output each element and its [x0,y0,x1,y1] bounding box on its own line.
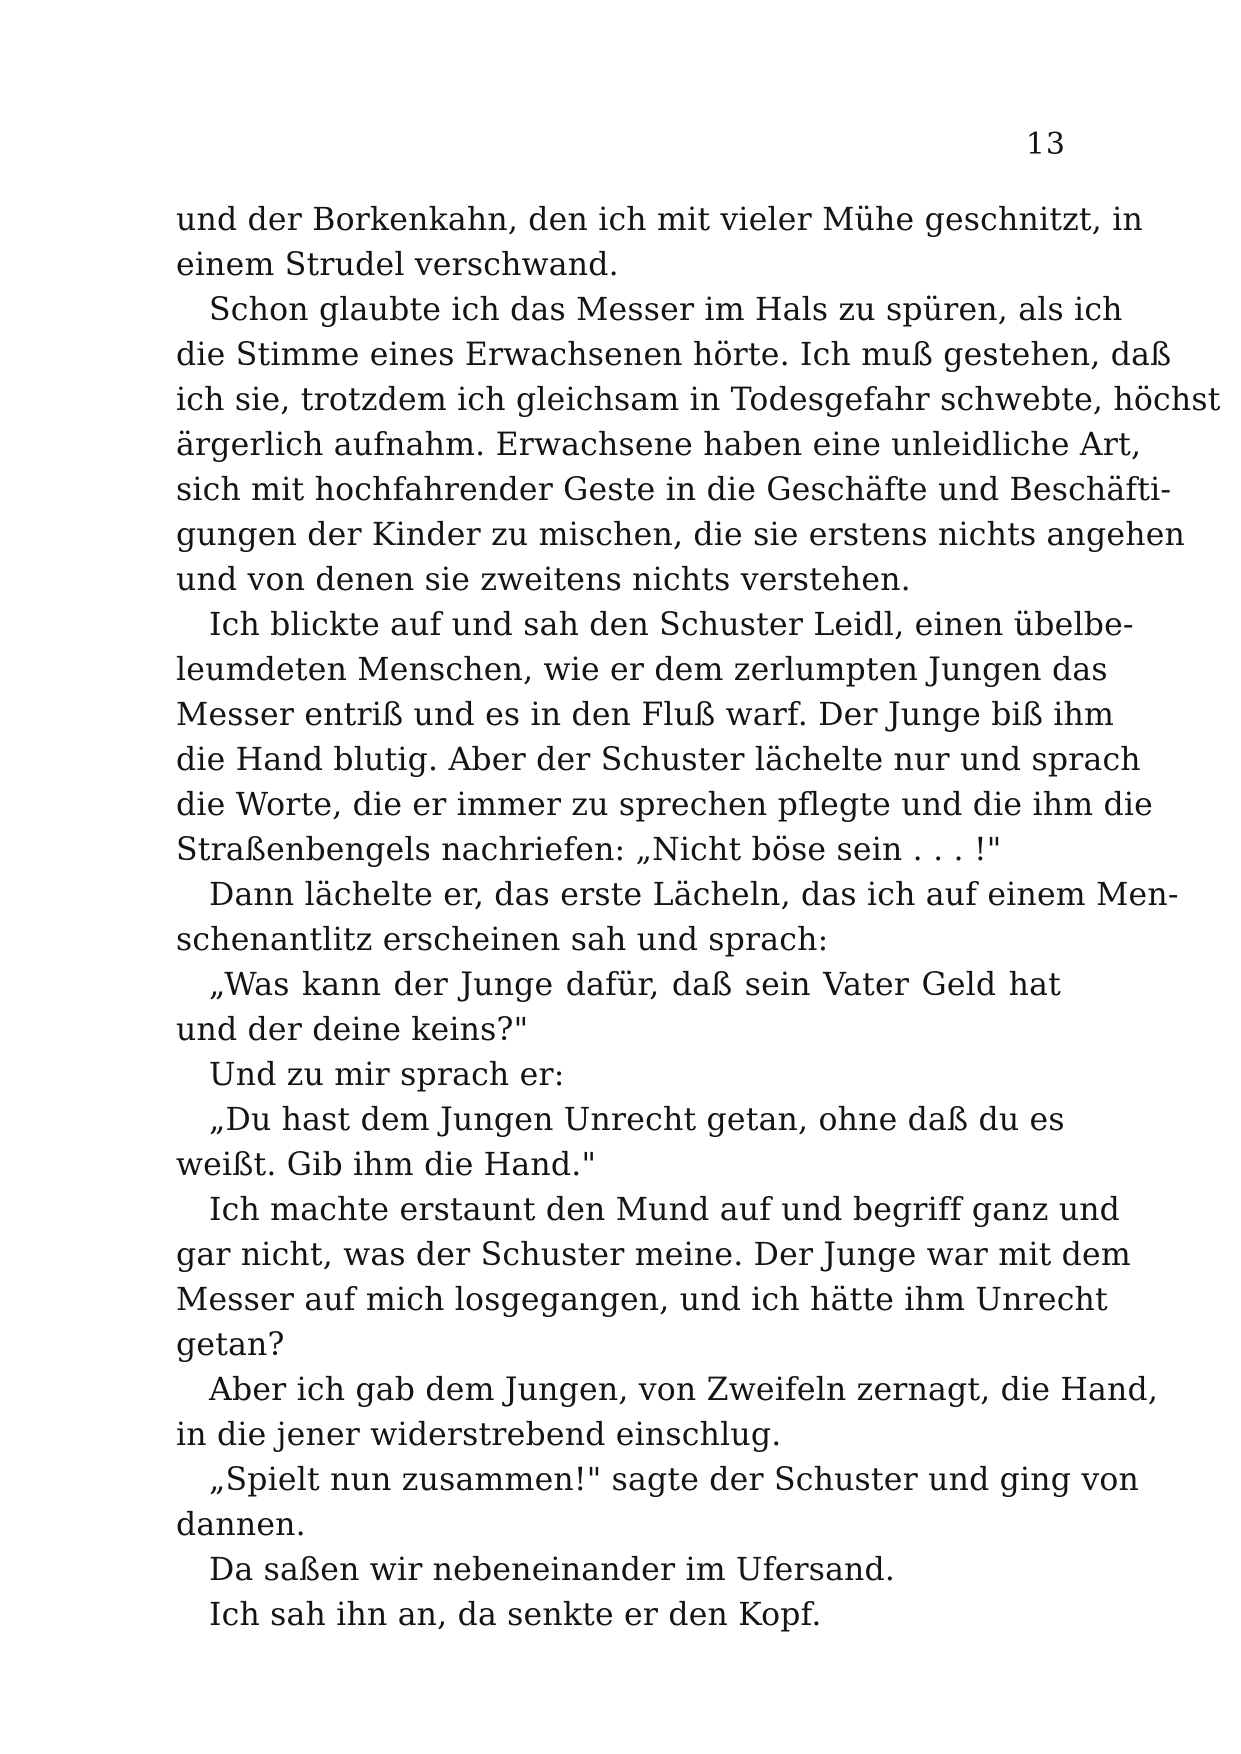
text-line: und der deine keins?" [176,1012,529,1048]
text-line: Ich machte erstaunt den Mund auf und begriff ganz und [209,1192,1121,1228]
text-line: schenantlitz erscheinen sah und sprach: [176,922,829,958]
text-line: Aber ich gab dem Jungen, von Zweifeln zernagt, die Hand, [209,1372,1159,1408]
text-line: die Stimme eines Erwachsenen hörte. Ich muß gestehen, daß [176,337,1172,373]
text-line: Und zu mir sprach er: [209,1057,565,1093]
text-line: und der Borkenkahn, den ich mit vieler Mühe geschnitzt, in [176,202,1143,238]
text-line: leumdeten Menschen, wie er dem zerlumpten Jungen das [176,652,1108,688]
text-line: „Spielt nun zusammen!" sagte der Schuster und ging von [209,1462,1139,1498]
text-line: ich sie, trotzdem ich gleichsam in Todesgefahr schwebte, höchst [176,382,1221,418]
text-line: Messer entriß und es in den Fluß warf. Der Junge biß ihm [176,697,1115,733]
text-line: Dann lächelte er, das erste Lächeln, das ich auf einem Men- [209,877,1179,913]
text-line: „Was kann der Junge dafür, daß sein Vater Geld hat [209,967,1061,1003]
text-line: Ich sah ihn an, da senkte er den Kopf. [209,1597,822,1633]
text-line: in die jener widerstrebend einschlug. [176,1417,782,1453]
page-number: 13 [1025,127,1066,162]
text-line: „Du hast dem Jungen Unrecht getan, ohne daß du es [209,1102,1065,1138]
text-line: und von denen sie zweitens nichts verstehen. [176,562,911,598]
text-line: die Worte, die er immer zu sprechen pflegte und die ihm die [176,787,1153,823]
text-line: weißt. Gib ihm die Hand." [176,1147,597,1183]
text-line: Messer auf mich losgegangen, und ich hätte ihm Unrecht [176,1282,1108,1318]
text-line: getan? [176,1327,285,1363]
text-line: Straßenbengels nachriefen: „Nicht böse sein . . . !" [176,832,1002,868]
text-line: gungen der Kinder zu mischen, die sie erstens nichts angehen [176,517,1186,553]
text-line: die Hand blutig. Aber der Schuster lächelte nur und sprach [176,742,1141,778]
text-line: Schon glaubte ich das Messer im Hals zu spüren, als ich [209,292,1123,328]
text-line: gar nicht, was der Schuster meine. Der Junge war mit dem [176,1237,1131,1273]
text-line: Da saßen wir nebeneinander im Ufersand. [209,1552,896,1588]
text-line: einem Strudel verschwand. [176,247,619,283]
text-line: sich mit hochfahrender Geste in die Geschäfte und Beschäfti- [176,472,1172,508]
text-line: dannen. [176,1507,306,1543]
text-line: Ich blickte auf und sah den Schuster Leidl, einen übelbe- [209,607,1134,643]
body-text [176,198,1221,1638]
text-line: ärgerlich aufnahm. Erwachsene haben eine unleidliche Art, [176,427,1142,463]
